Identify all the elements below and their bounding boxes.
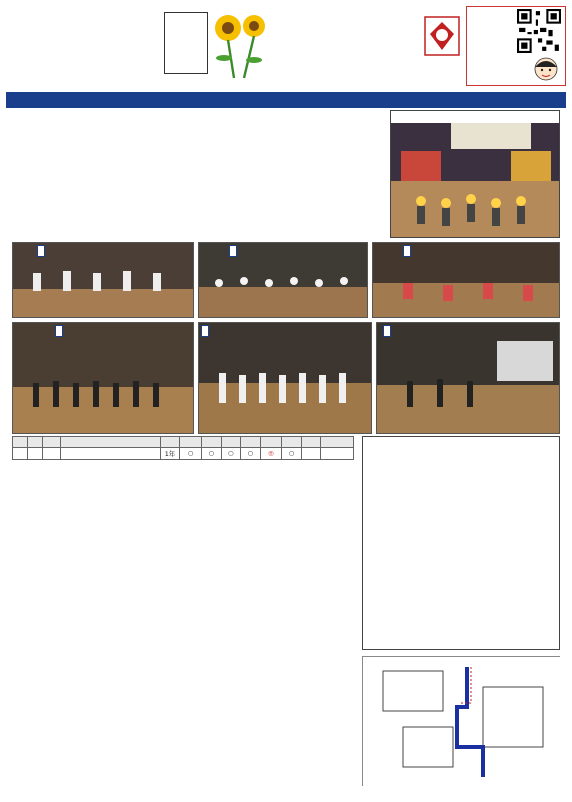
- period-cell: ○: [201, 448, 221, 459]
- route-map-image: [363, 657, 561, 787]
- schedule-body: [13, 448, 354, 459]
- grade-3-photo-image: [373, 243, 560, 318]
- schedule-table: [12, 436, 354, 460]
- title-block: [274, 8, 422, 78]
- grade-6-photo-image: [377, 323, 560, 434]
- photo-grade-4: [12, 322, 194, 434]
- schedule-m-cell: [13, 448, 28, 459]
- grade-4-caption: [55, 325, 63, 337]
- headline-banner: [6, 92, 566, 108]
- period-cell: ○: [221, 448, 241, 459]
- school-motto: [6, 44, 156, 55]
- period-cell: [301, 448, 321, 459]
- schedule-header-row: [13, 437, 354, 448]
- masthead: [6, 6, 566, 88]
- qr-code-icon[interactable]: [517, 9, 561, 53]
- kindergarten-photo-image: [391, 111, 560, 238]
- schedule-d-cell: [28, 448, 43, 459]
- schedule-event: [60, 448, 160, 459]
- qr-panel: [466, 6, 566, 86]
- period-cell: ○: [180, 448, 202, 459]
- photo-grade-6: [376, 322, 560, 434]
- schedule-w-cell: [43, 448, 60, 459]
- grade-1-caption: [37, 245, 45, 257]
- sunflower-illustration: [210, 10, 272, 80]
- grade-2-caption: [229, 245, 237, 257]
- campus-route-map: [362, 656, 560, 786]
- weekly-schedule: [12, 436, 354, 786]
- table-row: [13, 448, 354, 459]
- grade-2-photo-image: [199, 243, 368, 318]
- grade-5-photo-image: [199, 323, 372, 434]
- mascot-icon: [531, 55, 561, 85]
- grade-6-caption: [383, 325, 391, 337]
- period-cell: ○: [241, 448, 261, 459]
- photo-kindergarten: [390, 110, 560, 238]
- grade-4-photo-image: [13, 323, 194, 434]
- grade-3-caption: [403, 245, 411, 257]
- period-cell: ◎: [260, 448, 282, 459]
- photo-grade-3: [372, 242, 560, 318]
- school-emblem-icon: [424, 16, 460, 56]
- dismissal-time: [321, 448, 354, 459]
- grade-cell: 1年: [160, 448, 180, 459]
- newsletter-logo: [6, 6, 96, 40]
- period-cell: ○: [282, 448, 302, 459]
- photo-grade-1: [12, 242, 194, 318]
- photo-grade-2: [198, 242, 368, 318]
- safety-notice: [362, 436, 560, 650]
- grade-5-caption: [201, 325, 209, 337]
- kindergarten-caption: [391, 111, 559, 123]
- article-body: [10, 110, 380, 238]
- photo-grade-5: [198, 322, 372, 434]
- weekly-note: [164, 12, 208, 74]
